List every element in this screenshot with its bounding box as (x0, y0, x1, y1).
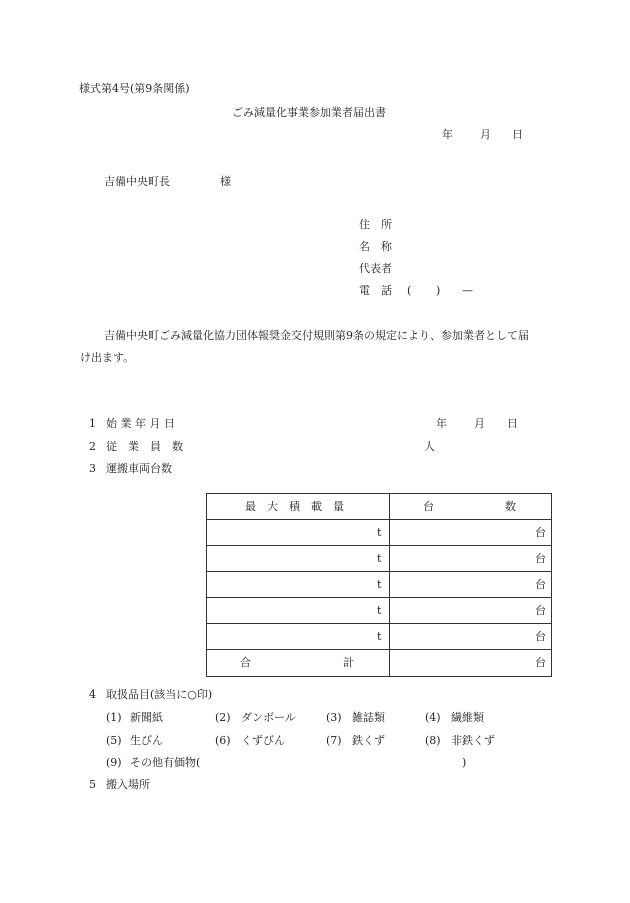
phone-paren-close: ) (436, 284, 441, 297)
address-label: 住 所 (359, 218, 392, 231)
representative-label: 代表者 (359, 262, 392, 275)
date-year: 年 (442, 128, 453, 141)
option-3-label: 雑誌類 (352, 711, 385, 724)
option-8-label: 非鉄くず (451, 734, 495, 747)
vehicle-table (206, 493, 552, 677)
phone-paren-open: ( (407, 284, 412, 297)
option-5-label: 生びん (130, 734, 163, 747)
table-total-row (207, 650, 551, 676)
table-row (207, 598, 551, 624)
employee-unit: 人 (424, 440, 435, 453)
start-day: 日 (507, 417, 518, 430)
name-label: 名 称 (359, 240, 392, 253)
capacity-unit: t (377, 526, 382, 539)
option-7-num: (7) (326, 734, 342, 747)
capacity-unit: t (377, 552, 382, 565)
header-capacity: 最 大 積 載 量 (245, 500, 344, 513)
item5-number: 5 (89, 778, 96, 791)
option-1-label: 新聞紙 (130, 711, 163, 724)
option-1-num: (1) (106, 711, 122, 724)
option-9-num: (9) (106, 756, 122, 769)
option-6-num: (6) (215, 734, 231, 747)
count-unit: 台 (535, 630, 546, 643)
option-9-close: ) (462, 756, 467, 769)
item2-number: 2 (89, 440, 96, 453)
item1-number: 1 (89, 417, 96, 430)
body-text-line2: け出ます。 (80, 351, 135, 364)
option-6-label: くずびん (241, 734, 285, 747)
table-row (207, 624, 551, 650)
option-2-label: ダンボール (241, 711, 296, 724)
header-count-right: 数 (505, 500, 516, 513)
item5-label: 搬入場所 (106, 778, 150, 791)
count-unit: 台 (535, 552, 546, 565)
total-left: 合 (240, 656, 251, 669)
option-4-num: (4) (425, 711, 441, 724)
item3-label: 運搬車両台数 (106, 462, 172, 475)
date-month: 月 (480, 128, 491, 141)
document-title: ごみ減量化事業参加業者届出書 (232, 106, 386, 119)
option-5-num: (5) (106, 734, 122, 747)
table-row (207, 520, 551, 546)
item2-label: 従 業 員 数 (106, 440, 183, 453)
item3-number: 3 (89, 462, 96, 475)
option-2-num: (2) (215, 711, 231, 724)
option-9-label: その他有価物( (130, 756, 201, 769)
total-right: 計 (343, 656, 354, 669)
start-year: 年 (436, 417, 447, 430)
option-3-num: (3) (326, 711, 342, 724)
capacity-unit: t (377, 604, 382, 617)
phone-dash: — (462, 284, 473, 297)
phone-label: 電 話 (359, 284, 392, 297)
addressee-name: 吉備中央町長 (104, 175, 170, 188)
count-unit: 台 (535, 526, 546, 539)
capacity-unit: t (377, 630, 382, 643)
item4-label: 取扱品目(該当に○印) (106, 688, 213, 701)
date-day: 日 (512, 128, 523, 141)
header-count-left: 台 (423, 500, 434, 513)
body-text-line1: 吉備中央町ごみ減量化協力団体報奨金交付規則第9条の規定により、参加業者として届 (104, 329, 529, 342)
item4-number: 4 (89, 688, 96, 701)
table-row (207, 572, 551, 598)
table-row (207, 546, 551, 572)
total-count-unit: 台 (535, 656, 546, 669)
start-month: 月 (474, 417, 485, 430)
option-4-label: 繊維類 (451, 711, 484, 724)
table-header-row (207, 494, 551, 520)
item1-label: 始 業 年 月 日 (106, 417, 175, 430)
form-number: 様式第4号(第9条関係) (79, 82, 190, 95)
option-7-label: 鉄くず (352, 734, 385, 747)
addressee-honorific: 様 (220, 175, 231, 188)
option-8-num: (8) (425, 734, 441, 747)
capacity-unit: t (377, 578, 382, 591)
count-unit: 台 (535, 578, 546, 591)
count-unit: 台 (535, 604, 546, 617)
